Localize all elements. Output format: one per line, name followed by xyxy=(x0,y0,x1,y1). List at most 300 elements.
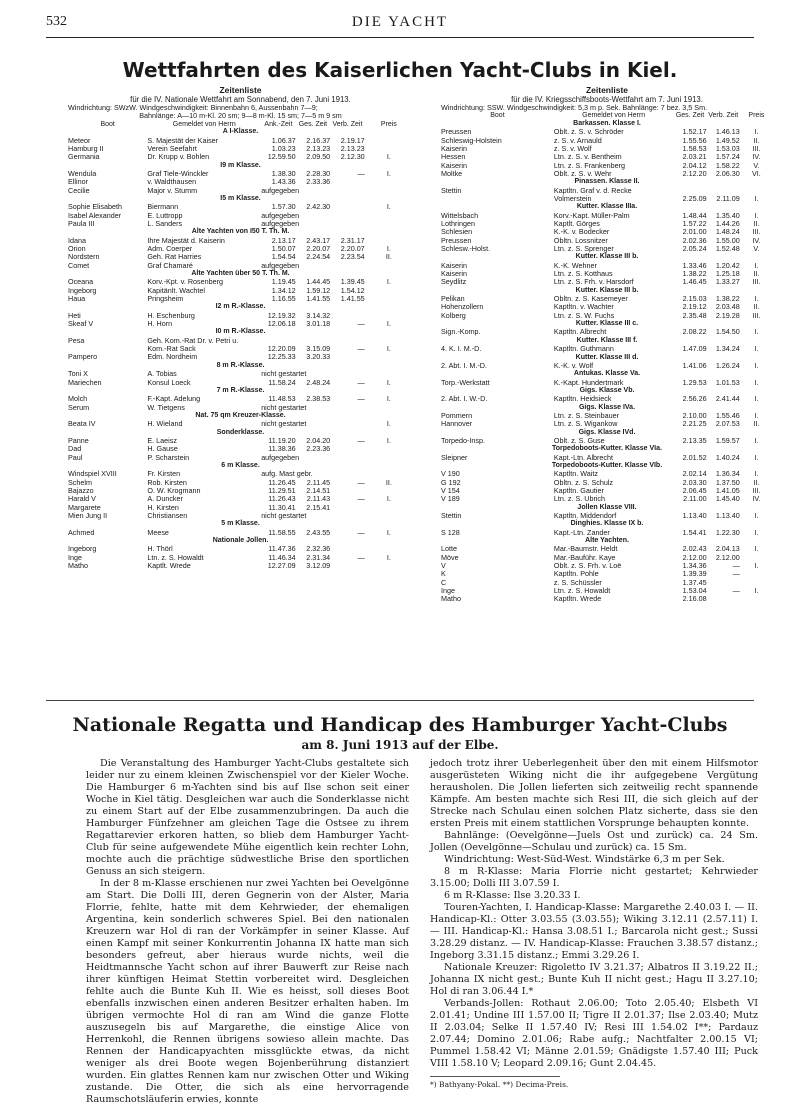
time-cell: — xyxy=(357,394,365,404)
time-cell: 2.43.55 xyxy=(306,527,331,537)
owner: Ltn. z. S. Howaldt xyxy=(147,552,204,562)
col-header-verb: Verb. Zeit xyxy=(332,120,363,128)
prize: V. xyxy=(753,244,760,254)
owner: Oblt. z. S. v. Wehr xyxy=(553,168,612,178)
time-cell xyxy=(296,220,331,228)
owner: Konsul Loeck xyxy=(147,377,191,387)
boat-name: Schlesien xyxy=(441,227,473,237)
owner: W. Tietgens xyxy=(147,402,185,412)
boat-name: Kaiserin xyxy=(441,143,467,153)
table-row xyxy=(68,178,413,186)
time-cell: 1.57.22 xyxy=(682,219,707,229)
table-row xyxy=(441,170,773,178)
boat-name: Möve xyxy=(441,552,459,562)
boat-name: Hessen xyxy=(441,152,466,162)
table-row xyxy=(441,512,773,520)
boat-name: Achmed xyxy=(68,527,95,537)
time-cell: 2.12.00 xyxy=(715,552,740,562)
table-row xyxy=(68,212,413,220)
article-column-right xyxy=(430,758,758,1089)
owner: Ltn. z. S. v. Bentheim xyxy=(553,152,622,162)
boat-name: Preussen xyxy=(441,127,472,137)
result-line: Nationale Kreuzer: Rigoletto IV 3.21.37; Albatros II 3.19.22 II.; Johanna IX nicht gest.; Bunte Kuh II nicht gest.; Hagu II 3.27.10; Hol di ran 3.06.44 I.* xyxy=(430,962,758,997)
prize: I. xyxy=(754,260,759,270)
prize: I. xyxy=(386,419,391,429)
boat-name: Kolberg xyxy=(441,310,466,320)
time-cell: 1.34.24 xyxy=(715,344,740,354)
owner: Kapt.-Ltn. Zander xyxy=(553,527,610,537)
boat-name: V xyxy=(441,561,446,571)
owner: Ltn. z. S. Sprenger xyxy=(553,244,614,254)
time-cell: 11.29.51 xyxy=(268,485,296,495)
result-line: 8 m R-Klasse: Maria Florrie nicht gestartet; Kehrwieder 3.15.00; Dolli III 3.07.59 I. xyxy=(430,866,758,889)
boat-name: Isabel Alexander xyxy=(68,210,122,220)
time-cell: 1.59.12 xyxy=(306,285,331,295)
prize: II. xyxy=(753,477,760,487)
owner: Dr. Krupp v. Bohlen xyxy=(147,152,210,162)
boat-name: V 190 xyxy=(441,469,460,479)
time-cell: — xyxy=(357,477,365,487)
owner: A. Tobias xyxy=(147,369,177,379)
time-cell: 2.04.13 xyxy=(715,544,740,554)
class-title: 7 m R.-Klasse. xyxy=(216,386,265,394)
time-cell: 1.55.00 xyxy=(715,235,740,245)
prize: IV. xyxy=(752,235,761,245)
owner: Kapitänlt. Wachtel xyxy=(147,285,206,295)
table-row xyxy=(68,404,413,412)
time-cell: 2.01.52 xyxy=(682,452,707,462)
prize: V. xyxy=(753,160,760,170)
prize: III. xyxy=(752,143,761,153)
time-cell: 2.12.00 xyxy=(682,552,707,562)
owner: Oblt. z. S. v. Schröder xyxy=(553,127,624,137)
time-cell: 11.58.24 xyxy=(268,377,296,387)
owner: Kaptltn. Pohle xyxy=(553,569,599,579)
class-title: Barkassen. Klasse I. xyxy=(573,119,641,127)
time-cell: 1.40.24 xyxy=(715,452,740,462)
owner: K.-K. Wehner xyxy=(553,260,597,270)
table-row xyxy=(68,153,413,161)
table-row xyxy=(68,512,413,520)
time-cell: 1.58.22 xyxy=(715,160,740,170)
boat-name: Torpedo-Insp. xyxy=(441,435,485,445)
time-cell: 12.59.50 xyxy=(267,152,296,162)
owner: Graf Tiele-Winckler xyxy=(147,168,209,178)
time-cell: 1.37.50 xyxy=(715,477,740,487)
boat-name: Sophie Elisabeth xyxy=(68,202,122,212)
boat-name: Moltke xyxy=(441,168,463,178)
boat-name: Meteor xyxy=(68,135,91,145)
boat-name: Hohenzollern xyxy=(441,302,484,312)
time-cell: 1.25.18 xyxy=(715,269,740,279)
time-cell: 1.26.24 xyxy=(715,360,740,370)
time-cell: 11.48.53 xyxy=(268,394,296,404)
prize xyxy=(365,562,413,570)
time-cell: 2.03.21 xyxy=(682,152,707,162)
time-cell: 2.56.26 xyxy=(682,394,707,404)
boat-name: Toni X xyxy=(68,369,88,379)
page-number: 532 xyxy=(46,14,67,29)
boat-name: Paul xyxy=(68,452,83,462)
col-header-ges: Ges. Zeit xyxy=(675,112,705,120)
table-row xyxy=(441,278,773,286)
time-cell xyxy=(296,187,331,195)
boat-name: Wittelsbach xyxy=(441,210,479,220)
table-row xyxy=(68,479,413,487)
table-row xyxy=(68,445,413,453)
time-cell: 2.11.45 xyxy=(306,477,331,487)
time-cell: 2.14.51 xyxy=(306,485,331,495)
owner: Ltn. z. S. Steinbauer xyxy=(553,410,620,420)
prize: I. xyxy=(386,394,391,404)
boat-name: Preussen xyxy=(441,235,472,245)
list-subheading: für die IV. Kriegsschiffsboots-Wettfahrt am 7. Juni 1913. xyxy=(511,95,703,104)
class-title: Alte Yachten über 50 T. Th. M. xyxy=(191,270,290,278)
owner: H. Wieland xyxy=(147,419,183,429)
time-cell: 11.30.41 xyxy=(268,502,296,512)
article-title-kiel: Wettfahrten des Kaiserlichen Yacht-Clubs in Kiel. xyxy=(122,58,678,82)
boat-name: Seydlitz xyxy=(441,277,467,287)
class-title: Nat. 75 qm Kreuzer-Klasse. xyxy=(195,411,286,419)
class-header-row xyxy=(68,537,413,545)
running-head: DIE YACHT xyxy=(351,14,449,30)
class-title: 8 m R.-Klasse. xyxy=(216,361,265,369)
class-title: Kutter. Klasse IIIa. xyxy=(576,203,638,211)
time-cell xyxy=(330,178,365,186)
results-table xyxy=(68,121,413,571)
time-cell: 1.46.13 xyxy=(715,127,740,137)
owner: Geh. Rat Harries xyxy=(147,252,202,262)
class-title: Kutter. Klasse III c. xyxy=(575,320,639,328)
owner: H. Kirsten xyxy=(147,502,179,512)
table-row xyxy=(68,220,413,228)
time-cell xyxy=(330,404,365,412)
prize: I. xyxy=(386,319,391,329)
time-cell: 2.02.14 xyxy=(682,469,707,479)
time-cell: 2.12.20 xyxy=(682,168,707,178)
boat-name: Windspiel XVIII xyxy=(68,469,117,479)
class-title: A I-Klasse. xyxy=(222,128,259,136)
boat-name: Matho xyxy=(68,561,88,571)
prize: I. xyxy=(386,168,391,178)
time-cell: 1.54.12 xyxy=(340,285,365,295)
boat-name: Pelikan xyxy=(441,294,465,304)
time-cell: — xyxy=(357,377,365,387)
time-cell: 1.54.41 xyxy=(682,527,707,537)
owner: L. Sanders xyxy=(147,218,183,228)
time-cell: 1.19.45 xyxy=(271,277,296,287)
table-row xyxy=(441,379,773,387)
time-cell: 2.16.37 xyxy=(306,135,331,145)
time-cell: 1.45.40 xyxy=(715,494,740,504)
prize: III. xyxy=(752,277,761,287)
time-cell xyxy=(707,595,740,603)
owner: H. Gause xyxy=(147,444,178,454)
time-cell: 2.15.41 xyxy=(306,502,331,512)
article-subtitle: am 8. Juni 1913 auf der Elbe. xyxy=(301,738,499,752)
article-paragraph: In der 8 m-Klasse erschienen nur zwei Yachten bei Oevelgönne am Start. Die Dolli III, deren Gegnerin von der Alster, Maria Florrie, fehlte, hatte mit dem Kehrwieder, der ehemaligen Argentina, kein sonderlich schweres Spiel. Bei den nationalen Kreuzern war Hol di ran der Vorkämpfer in seiner Klasse. Auf einen Kampf mit seiner Konkurrentin Johanna IX hatte man sich besonders gefreut, aber hieraus wurde nichts, weil die Heidtmannsche Yacht schon auf ihrer Bauwerft zur Reise nach ihrer künftigen Heimat Stettin vorbereitet wird. Desgleichen fehlte auch die Bunte Kuh II. Wie es heisst, soll dieses Boot ebenfalls inzwischen einen anderen Besitzer erhalten haben. Im übrigen vermochte Hol di ran am Wind die ganze Flotte auszusegeln bis auf Margarethe, die einstige Alice von Herrenkohl, die Rennen übrigens sowieso allein machte. Das Rennen der Handicapyachten missglückte etwas, da nicht weniger als drei Boote wegen Bojenberührung distanziert wurden. Ein glattes Rennen kam nur zwischen Otter und Wiking zustande. Die Otter, die sich als eine hervorragende Raumschotsläuferin erwies, konnte xyxy=(86,878,409,1105)
table-row xyxy=(441,587,773,595)
time-cell: — xyxy=(357,527,365,537)
boat-name: Lothringen xyxy=(441,219,475,229)
prize: I. xyxy=(386,552,391,562)
time-cell: nicht gestartet xyxy=(261,419,307,429)
prize: I. xyxy=(754,344,759,354)
table-row xyxy=(68,320,413,328)
col-header-ank: Ank.-Zeit xyxy=(264,120,293,128)
time-cell: 2.13.23 xyxy=(306,143,331,153)
prize: I. xyxy=(754,127,759,137)
time-cell: 2.33.36 xyxy=(306,177,331,187)
col-header-boot: Boot xyxy=(100,120,115,128)
time-cell xyxy=(330,262,365,270)
class-header-row xyxy=(68,412,413,420)
result-line: Touren-Yachten, I. Handicap-Klasse: Margarethe 2.40.03 I. — II. Handicap-Kl.: Otter 3.03.55 (3.03.55); Wiking 3.12.11 (2.57.11) I. — III. Handicap-Kl.: Hansa 3.08.51 I.; Barcarola nicht gest.; Sussi 3.28.29 distanz. — IV. Handicap-Klasse: Frauchen 3.38.57 distanz.; Ingeborg 3.31.15 distanz.; Emmi 3.29.26 I. xyxy=(430,902,758,961)
time-cell: 2.02.36 xyxy=(682,235,707,245)
prize: II. xyxy=(753,135,760,145)
owner: P. Scharstein xyxy=(147,452,190,462)
time-cell xyxy=(330,420,365,428)
time-cell: 1.53.04 xyxy=(682,586,707,596)
time-cell: 2.06.30 xyxy=(715,168,740,178)
table-row xyxy=(441,245,773,253)
table-row xyxy=(68,253,413,261)
time-cell: — xyxy=(732,561,740,571)
time-cell: 11.26.43 xyxy=(268,494,296,504)
table-row xyxy=(441,420,773,428)
boat-name: Schlesw.-Holst. xyxy=(441,244,491,254)
boat-name: Haua xyxy=(68,294,86,304)
time-cell: — xyxy=(732,569,740,579)
time-cell xyxy=(330,454,365,462)
time-cell: 2.42.30 xyxy=(306,202,331,212)
owner: Ltn. z. S. Frh. v. Harsdorf xyxy=(553,277,634,287)
owner: H. Horn xyxy=(147,319,173,329)
prize: I. xyxy=(754,527,759,537)
time-cell: 1.39.39 xyxy=(682,569,707,579)
time-cell xyxy=(330,212,365,220)
boat-name: 4. K. I. M.-D. xyxy=(441,344,482,354)
prize: I. xyxy=(386,202,391,212)
boat-name: Heti xyxy=(68,310,81,320)
boat-name: Germania xyxy=(68,152,100,162)
time-cell: 1.36.34 xyxy=(715,469,740,479)
time-cell: 3.14.32 xyxy=(306,310,331,320)
owner: Ltn. z. S. Ubrich xyxy=(553,494,606,504)
time-cell: 2.03.48 xyxy=(715,302,740,312)
time-cell: 2.20.07 xyxy=(340,244,365,253)
owner: Kaptltn. Gautier xyxy=(553,486,604,496)
boat-name: Bajazzo xyxy=(68,485,94,495)
table-header-row xyxy=(441,112,773,120)
col-header-owner: Gemeldet von Herrn xyxy=(582,112,646,120)
time-cell: 2.43.17 xyxy=(306,235,331,245)
time-cell: 1.39.45 xyxy=(340,277,365,287)
time-cell: 1.41.55 xyxy=(340,294,365,304)
boat-name: Serum xyxy=(68,402,90,412)
prize: II. xyxy=(753,269,760,279)
table-row xyxy=(68,170,413,178)
class-title: Antukas. Klasse Va. xyxy=(573,370,641,378)
class-title: Sonderklasse. xyxy=(216,428,265,436)
prize: IV. xyxy=(752,494,761,504)
class-title: Kutter. Klasse III b. xyxy=(575,286,639,294)
results-list-national xyxy=(68,85,413,570)
owner: Kaptltn. v. Wachter xyxy=(553,302,614,312)
owner: Christiansen xyxy=(147,511,188,520)
owner: Obltn. z. S. Kasemeyer xyxy=(553,294,628,304)
prize: II. xyxy=(753,419,760,429)
owner: Meese xyxy=(147,527,169,537)
owner: Graf Chamaré xyxy=(147,260,193,270)
class-title: Jollen Klasse VIII. xyxy=(577,503,637,511)
time-cell: 1.13.40 xyxy=(682,511,707,521)
time-cell: 1.41.05 xyxy=(715,486,740,496)
time-cell: 1.20.42 xyxy=(715,260,740,270)
boat-name: Inge xyxy=(68,552,82,562)
time-cell: 2.31.17 xyxy=(340,235,365,245)
class-header-row xyxy=(68,362,413,370)
time-cell: 1.54.54 xyxy=(271,252,296,262)
time-cell: 1.34.12 xyxy=(271,285,296,295)
boat-name: Stettin xyxy=(441,511,462,521)
prize xyxy=(740,570,773,578)
class-header-row xyxy=(68,462,413,470)
owner: Kaptltn. Middendorf xyxy=(553,511,617,521)
time-cell: 11.26.45 xyxy=(268,477,296,487)
boat-name: G 192 xyxy=(441,477,461,487)
prize: I. xyxy=(754,469,759,479)
course-length-info: Bahnlänge: A—10 m-Kl. 20 sm; 9—8 m-Kl. 15 sm; 7—5 m 9 sm xyxy=(139,111,342,121)
table-row xyxy=(68,562,413,570)
time-cell: — xyxy=(357,494,365,504)
col-header-verb: Verb. Zeit xyxy=(708,112,739,120)
time-cell: 2.13.35 xyxy=(682,435,707,445)
time-cell: 1.57.30 xyxy=(271,202,296,212)
list-subheading: für die IV. Nationale Wettfahrt am Sonnabend, den 7. Juni 1913. xyxy=(130,95,351,104)
time-cell: 1.33.27 xyxy=(715,277,740,287)
table-row xyxy=(68,379,413,387)
time-cell: 2.28.30 xyxy=(306,168,331,178)
time-cell: 2.12.30 xyxy=(340,152,365,162)
prize: I. xyxy=(754,294,759,304)
time-cell: 2.16.08 xyxy=(682,594,707,604)
boat-name: Kaiserin xyxy=(441,269,467,279)
time-cell: 1.16.55 xyxy=(271,294,296,304)
time-cell: 2.11.09 xyxy=(716,193,740,203)
time-cell: 2.01.00 xyxy=(682,227,707,237)
boat-name: Kaiserin xyxy=(441,260,467,270)
time-cell: 2.09.50 xyxy=(306,152,331,162)
owner: Ltn. z. S. Kotthaus xyxy=(553,269,613,279)
prize xyxy=(740,595,773,603)
article-paragraph: Windrichtung: West-Süd-West. Windstärke 6,3 m per Sek. xyxy=(444,854,725,865)
owner: E. Laeisz xyxy=(147,435,177,445)
time-cell: 1.06.37 xyxy=(271,135,296,145)
owner: Kaptlt. Wrede xyxy=(147,561,191,571)
article-column-left xyxy=(86,758,409,1106)
class-title: Alte Yachten von I50 T. Th. M. xyxy=(191,228,290,236)
owner: Kapt.-Ltn. Albrecht xyxy=(553,452,614,462)
time-cell: 2.38.53 xyxy=(306,394,331,404)
prize: I. xyxy=(386,152,391,162)
boat-name: V 154 xyxy=(441,486,460,496)
owner: Oblt. z. S. Frh. v. Loë xyxy=(553,561,622,571)
owner: Rob. Kirsten xyxy=(147,477,187,487)
owner: Ltn. z. S. Wigankow xyxy=(553,419,618,429)
time-cell: 3.01.18 xyxy=(306,319,331,329)
boat-name: Mien Jung II xyxy=(68,511,108,520)
time-cell: 2.11.00 xyxy=(683,494,707,504)
class-title: Pinassen. Klasse II. xyxy=(574,178,640,186)
owner: Volmerstein xyxy=(553,193,592,203)
class-title: Kutter. Klasse III b. xyxy=(575,253,639,261)
time-cell: 1.41.06 xyxy=(682,360,707,370)
time-cell xyxy=(330,562,365,570)
boat-name: Torp.-Werkstatt xyxy=(441,377,490,387)
owner: S. Majestät der Kaiser xyxy=(147,135,219,145)
article-paragraph: Bahnlänge: (Oevelgönne—Juels Ost und zurück) ca. 24 Sm. Jollen (Oevelgönne—Schulau und zurück) ca. 15 Sm. xyxy=(430,830,758,853)
prize: III. xyxy=(752,486,761,496)
owner: z. S. v. Arnauld xyxy=(553,135,602,145)
time-cell xyxy=(296,262,331,270)
prize: I. xyxy=(386,244,391,253)
owner: Kaptltn. Wrede xyxy=(553,594,602,604)
boat-name: Hannover xyxy=(441,419,473,429)
prize: I. xyxy=(754,561,759,571)
time-cell xyxy=(330,504,365,512)
boat-name: Panne xyxy=(68,435,89,445)
boat-name: C xyxy=(441,577,447,587)
table-row xyxy=(68,437,413,445)
time-cell: nicht gestartet xyxy=(261,369,307,379)
class-header-row xyxy=(68,303,413,311)
boat-name: Pommern xyxy=(441,410,473,420)
table-row xyxy=(68,187,413,195)
boat-name: Pampero xyxy=(68,352,98,362)
prize: II. xyxy=(385,477,392,487)
time-cell: 2.05.24 xyxy=(682,244,707,254)
owner: v. Waldthausen xyxy=(147,177,197,187)
table-row xyxy=(441,312,773,320)
table-row xyxy=(441,454,773,462)
col-header-ges: Ges. Zeit xyxy=(298,120,328,128)
time-cell: — xyxy=(357,435,365,445)
owner: Fr. Kirsten xyxy=(147,469,181,479)
boat-name: Cecilie xyxy=(68,185,90,195)
boat-name: Pesa xyxy=(68,335,85,345)
owner: Kaptltn. Waitz xyxy=(553,469,598,479)
time-cell: 1.03.23 xyxy=(271,143,296,153)
owner: K.-K. v. Bodecker xyxy=(553,227,610,237)
owner: Kaptltn. Graf v. d. Recke xyxy=(553,185,632,195)
time-cell: 2.41.44 xyxy=(715,394,740,404)
prize xyxy=(365,454,413,462)
table-row xyxy=(441,437,773,445)
class-title: Torpedoboots-Kutter. Klasse VIa. xyxy=(552,445,662,453)
time-cell: 12.20.09 xyxy=(267,344,296,354)
owner: Mar.-Bauführ. Kaye xyxy=(553,552,616,562)
time-cell xyxy=(330,203,365,211)
owner: K.-Kapt. Hundertmark xyxy=(553,377,624,387)
owner: Kaptlt. Görges xyxy=(553,219,600,229)
time-cell: — xyxy=(357,168,365,178)
time-cell: aufgegeben xyxy=(261,260,300,270)
time-cell: 2.03.30 xyxy=(682,477,707,487)
class-title: Torpedoboots-Kutter. Klasse VIb. xyxy=(551,461,663,469)
boat-name: Nordstern xyxy=(68,252,100,262)
wind-info: Windrichtung: SSW. Windgeschwindigkeit: 5,3 m p. Sek. Bahnlänge: 7 bez. 3,5 Sm. xyxy=(441,103,708,112)
